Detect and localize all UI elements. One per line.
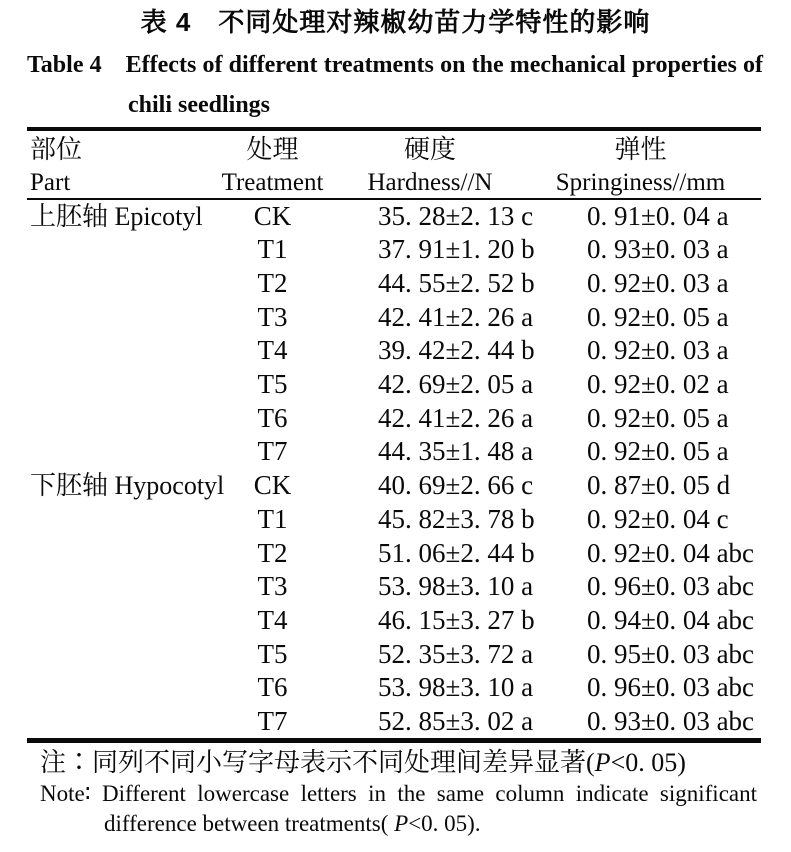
header-treatment-en: Treatment — [221, 169, 324, 196]
hardness-cell: 35. 28±2. 13 c — [378, 201, 534, 231]
springiness-cell: 0. 96±0. 03 abc — [587, 571, 755, 602]
hardness-cell: 52. 85±3. 02 a — [378, 705, 534, 736]
treatment-cell: T1 — [257, 234, 288, 265]
hardness-cell: 52. 35±3. 72 a — [378, 638, 534, 669]
header-part-en: Part — [30, 169, 71, 196]
table-row — [27, 469, 761, 503]
header-cell-part — [27, 129, 205, 199]
hardness-cell: 53. 98±3. 10 a — [378, 571, 534, 602]
treatment-cell: CK — [253, 201, 292, 231]
treatment-cell: T2 — [257, 537, 288, 568]
note-zh — [40, 747, 757, 779]
hardness-cell: 44. 35±1. 48 a — [378, 436, 534, 467]
header-springiness-en: Springiness//mm — [555, 169, 726, 196]
part-cell-hypocotyl: 下胚轴 Hypocotyl — [30, 470, 225, 500]
header-cell-hardness — [340, 129, 520, 199]
table-notes — [40, 747, 757, 839]
part-cell-epicotyl: 上胚轴 Epicotyl — [30, 202, 203, 231]
springiness-cell: 0. 95±0. 03 abc — [587, 638, 755, 669]
paper-page — [0, 6, 791, 852]
table-title-en-line2: chili seedlings — [128, 92, 271, 118]
treatment-cell: T1 — [257, 503, 288, 534]
header-treatment-zh: 处理 — [246, 135, 299, 164]
springiness-cell: 0. 96±0. 03 abc — [587, 672, 755, 703]
treatment-cell: T3 — [257, 301, 288, 332]
hardness-cell: 42. 69±2. 05 a — [378, 369, 534, 400]
treatment-cell: T5 — [257, 369, 288, 400]
springiness-cell: 0. 94±0. 04 abc — [587, 604, 755, 635]
treatment-cell: CK — [253, 470, 292, 501]
hardness-cell: 40. 69±2. 66 c — [378, 470, 534, 501]
springiness-cell: 0. 93±0. 03 abc — [587, 705, 755, 736]
springiness-cell: 0. 93±0. 03 a — [587, 234, 729, 265]
treatment-cell: T5 — [257, 638, 288, 669]
note-en-line1: Note∶ Different lowercase letters in the same column indicate significant — [40, 780, 757, 806]
treatment-cell: T2 — [257, 268, 288, 299]
treatment-cell: T4 — [257, 335, 288, 366]
note-zh-p-italic: P — [594, 747, 611, 777]
springiness-cell: 0. 92±0. 02 a — [587, 369, 729, 400]
note-en2-text: difference between treatments( — [104, 810, 395, 836]
treatment-cell: T6 — [257, 672, 288, 703]
springiness-cell: 0. 92±0. 03 a — [587, 335, 729, 366]
treatment-cell: T7 — [257, 705, 288, 736]
header-cell-springiness — [520, 129, 761, 199]
springiness-cell: 0. 92±0. 05 a — [587, 301, 729, 332]
treatment-cell: T3 — [257, 571, 288, 602]
note-en2-tail: <0. 05). — [408, 810, 481, 836]
hardness-cell: 51. 06±2. 44 b — [378, 537, 535, 568]
springiness-cell: 0. 92±0. 04 abc — [587, 537, 755, 568]
springiness-cell: 0. 92±0. 04 c — [587, 503, 729, 534]
header-hardness-en: Hardness//N — [367, 169, 493, 196]
header-springiness-zh: 弹性 — [614, 135, 667, 164]
springiness-cell: 0. 87±0. 05 d — [587, 470, 731, 501]
hardness-cell: 39. 42±2. 44 b — [378, 335, 535, 366]
hardness-cell: 42. 41±2. 26 a — [378, 301, 534, 332]
hardness-cell: 44. 55±2. 52 b — [378, 268, 535, 299]
note-zh-text: 注∶同列不同小写字母表示不同处理间差异显著( — [40, 747, 595, 777]
treatment-cell: T7 — [257, 436, 288, 467]
hardness-cell: 37. 91±1. 20 b — [378, 234, 535, 265]
hardness-cell: 53. 98±3. 10 a — [378, 672, 534, 703]
springiness-cell: 0. 92±0. 05 a — [587, 436, 729, 467]
table-title-en-line1: Table 4 Effects of different treatments on the mechanical properties of — [27, 52, 763, 78]
hardness-cell: 46. 15±3. 27 b — [378, 604, 535, 635]
springiness-cell: 0. 91±0. 04 a — [587, 201, 729, 231]
header-hardness-zh: 硬度 — [403, 135, 456, 164]
hardness-cell: 45. 82±3. 78 b — [378, 503, 535, 534]
results-table — [27, 127, 761, 743]
table-title-zh: 表 4 不同处理对辣椒幼苗力学特性的影响 — [140, 7, 651, 37]
treatment-cell: T6 — [257, 402, 288, 433]
header-cell-treatment — [205, 129, 340, 199]
springiness-cell: 0. 92±0. 05 a — [587, 402, 729, 433]
header-row — [27, 129, 761, 199]
note-zh-tail: <0. 05) — [610, 747, 686, 777]
note-en2-p-italic: P — [394, 810, 409, 836]
table-row — [27, 199, 761, 233]
treatment-cell: T4 — [257, 604, 288, 635]
hardness-cell: 42. 41±2. 26 a — [378, 402, 534, 433]
note-en-line2 — [40, 809, 757, 839]
header-part-zh: 部位 — [30, 135, 83, 164]
springiness-cell: 0. 92±0. 03 a — [587, 268, 729, 299]
